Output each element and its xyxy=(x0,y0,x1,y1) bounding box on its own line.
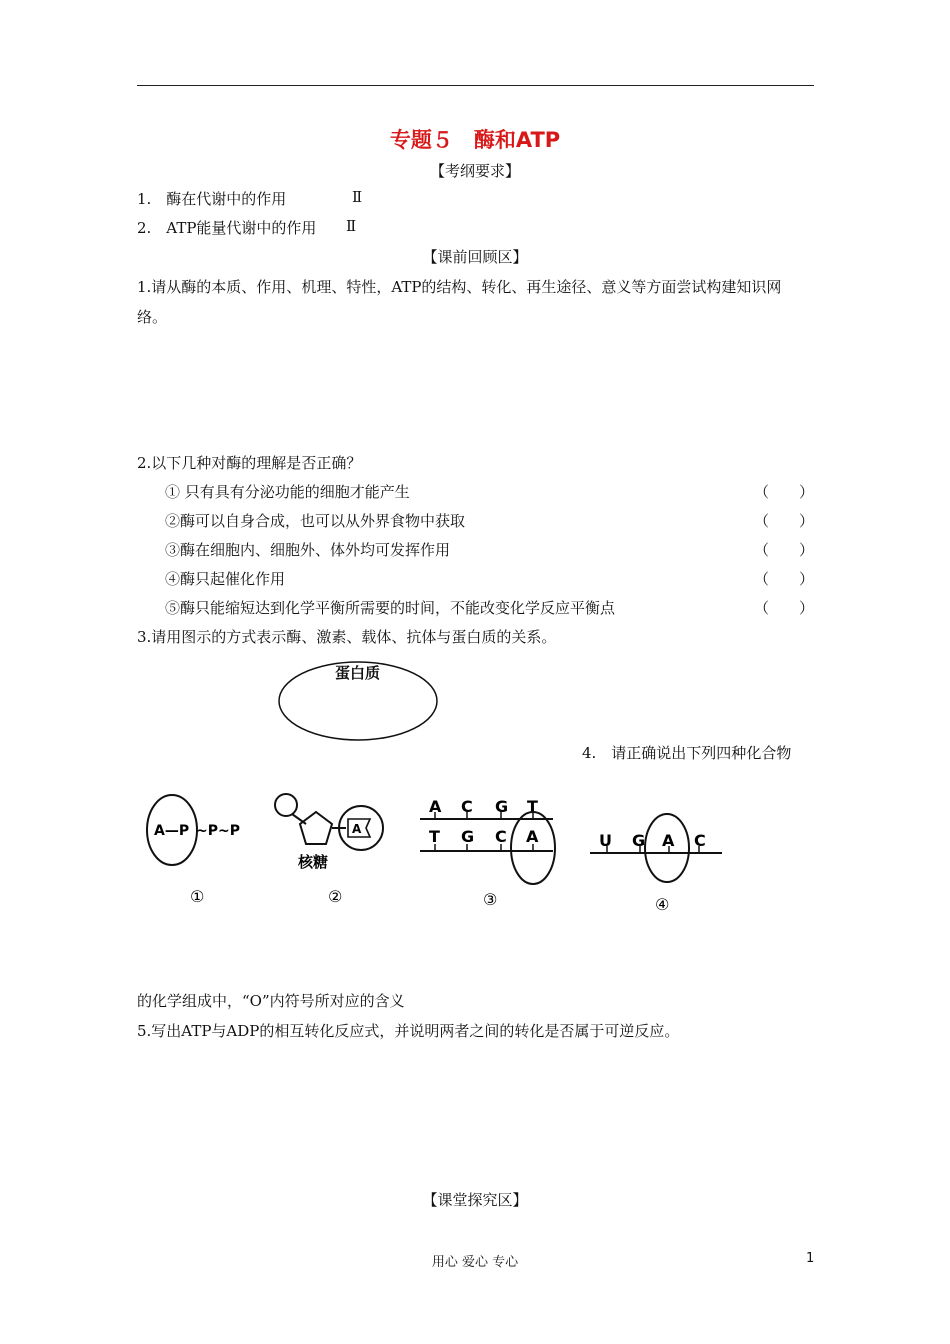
question-1-line-1: 1.请从酶的本质、作用、机理、特性，ATP的结构、转化、再生途径、意义等方面尝试构建知识网 xyxy=(137,278,782,296)
q2-item-2: ②酶可以自身合成，也可以从外界食物中获取 xyxy=(165,512,466,530)
q2-item-5: ⑤酶只能缩短达到化学平衡所需要的时间，不能改变化学反应平衡点 xyxy=(165,599,616,617)
fig3-bottom-base-1: T xyxy=(429,827,440,846)
fig3-top-base-2: C xyxy=(461,797,473,816)
fig3-top-base-1: A xyxy=(429,797,442,816)
q2-answer-blank-3: （ ） xyxy=(754,541,815,559)
q2-answer-blank-5: （ ） xyxy=(754,599,815,617)
header-rule xyxy=(137,85,814,86)
fig3-bottom-base-2: G xyxy=(461,827,475,846)
fig2-bond-1 xyxy=(292,814,306,824)
page-number: 1 xyxy=(806,1251,815,1266)
fig3-top-base-3: G xyxy=(495,797,509,816)
fig4-base-1: U xyxy=(599,831,612,850)
syllabus-heading: 【考纲要求】 xyxy=(429,162,520,180)
syllabus-item-1: 1. 酶在代谢中的作用 xyxy=(137,190,287,208)
q2-answer-blank-2: （ ） xyxy=(754,512,815,530)
figure-atp xyxy=(140,790,250,915)
fig4-base-2: G xyxy=(632,831,646,850)
fig4-number: ④ xyxy=(655,895,670,914)
fig2-base-text: A xyxy=(352,822,362,836)
protein-label: 蛋白质 xyxy=(335,664,381,682)
q2-item-4: ④酶只起催化作用 xyxy=(165,570,286,588)
question-3: 3.请用图示的方式表示酶、激素、载体、抗体与蛋白质的关系。 xyxy=(137,628,557,646)
footer-motto: 用心 爱心 专心 xyxy=(431,1255,519,1270)
syllabus-item-2: 2. ATP能量代谢中的作用 xyxy=(137,219,317,237)
fig3-number: ③ xyxy=(483,890,498,909)
fig1-number: ① xyxy=(190,887,205,906)
syllabus-level-1: Ⅱ xyxy=(352,188,363,206)
review-heading: 【课前回顾区】 xyxy=(422,248,528,266)
fig2-sugar-label: 核糖 xyxy=(298,853,329,871)
fig4-base-3: A xyxy=(662,831,675,850)
figure-nucleotide xyxy=(268,790,398,915)
question-5: 5.写出ATP与ADP的相互转化反应式，并说明两者之间的转化是否属于可逆反应。 xyxy=(137,1022,680,1040)
figure-dna xyxy=(415,790,565,915)
fig2-phosphate xyxy=(275,794,297,816)
q2-item-1: ① 只有具有分泌功能的细胞才能产生 xyxy=(165,483,410,501)
q2-answer-blank-1: （ ） xyxy=(754,483,815,501)
fig4-base-4: C xyxy=(694,831,706,850)
q2-answer-blank-4: （ ） xyxy=(754,570,815,588)
page-title: 专题５ 酶和ATP xyxy=(389,128,561,152)
fig2-number: ② xyxy=(328,887,343,906)
fig4-ticks xyxy=(607,846,699,853)
syllabus-level-2: Ⅱ xyxy=(346,217,357,235)
fig1-circle-text: A—P xyxy=(154,823,190,839)
question-4-part-2: 的化学组成中，“O”内符号所对应的含义 xyxy=(137,992,405,1010)
question-2: 2.以下几种对酶的理解是否正确？ xyxy=(137,454,362,472)
question-4-part-1: 4. 请正确说出下列四种化合物 xyxy=(582,744,792,762)
fig1-tail: ~P~P xyxy=(196,823,240,839)
class-heading: 【课堂探究区】 xyxy=(422,1191,528,1209)
q2-item-3: ③酶在细胞内、细胞外、体外均可发挥作用 xyxy=(165,541,451,559)
fig3-bottom-base-3: C xyxy=(495,827,507,846)
figure-rna xyxy=(585,790,730,920)
fig3-bottom-base-4: A xyxy=(526,827,539,846)
question-1-line-2: 络。 xyxy=(137,308,168,326)
fig3-ticks xyxy=(435,812,533,851)
fig3-top-base-4: T xyxy=(527,797,538,816)
fig2-sugar-pentagon xyxy=(300,812,332,844)
